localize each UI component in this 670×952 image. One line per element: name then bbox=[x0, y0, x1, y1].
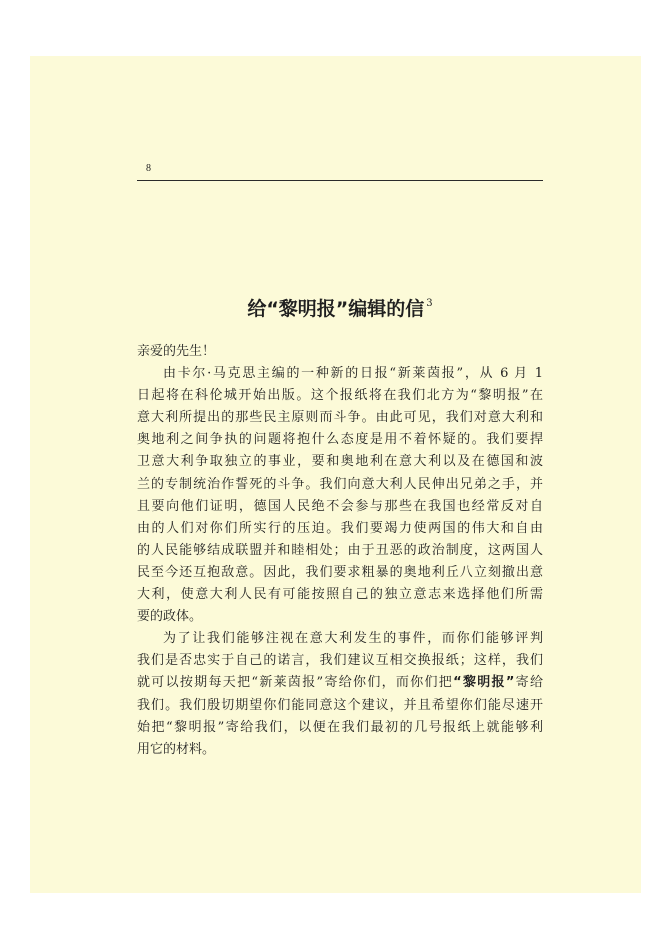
letter-title bbox=[137, 296, 543, 322]
body-line: 要的政体。 bbox=[137, 609, 203, 625]
body-line: 我们。我们殷切期望你们能同意这个建议，并且希望你们能尽速开 bbox=[137, 697, 543, 713]
paragraph bbox=[137, 363, 543, 628]
body-line: 民至今还互抱敌意。因此，我们要求粗暴的奥地利丘八立刻撤出意 bbox=[137, 564, 543, 580]
paragraph bbox=[137, 628, 543, 761]
body-line: 为了让我们能够注视在意大利发生的事件，而你们能够评判 bbox=[163, 631, 543, 647]
header-rule bbox=[137, 180, 543, 181]
body-line: 用它的材料。 bbox=[137, 741, 216, 757]
letter-title-text: 给“黎明报”编辑的信 bbox=[247, 298, 425, 320]
body-line: 始把“黎明报”寄给我们，以便在我们最初的几号报纸上就能够利 bbox=[137, 719, 543, 735]
salutation: 亲爱的先生！ bbox=[137, 344, 216, 359]
page-number: 8 bbox=[146, 163, 151, 174]
body-line: 我们是否忠实于自己的诺言，我们建议互相交换报纸；这样，我们 bbox=[137, 653, 543, 669]
body-line: 且要向他们证明，德国人民绝不会参与那些在我国也经常反对自 bbox=[137, 498, 543, 514]
line-segment: 就可以按期每天把“新莱茵报”寄给你们，而你们把 bbox=[137, 675, 454, 691]
body-line: 由卡尔·马克思主编的一种新的日报“新莱茵报”，从 6 月 1 bbox=[163, 366, 543, 382]
footnote-marker: 3 bbox=[426, 298, 433, 309]
body-line bbox=[137, 672, 543, 694]
body-line: 兰的专制统治作誓死的斗争。我们向意大利人民伸出兄弟之手，并 bbox=[137, 476, 543, 492]
letter-body bbox=[137, 341, 543, 761]
body-line: 大利，使意大利人民有可能按照自己的独立意志来选择他们所需 bbox=[137, 587, 543, 603]
body-line: 卫意大利争取独立的事业，要和奥地利在意大利以及在德国和波 bbox=[137, 454, 543, 470]
body-line: 意大利所提出的那些民主原则而斗争。由此可见，我们对意大利和 bbox=[137, 410, 543, 426]
body-line: 日起将在科伦城开始出版。这个报纸将在我们北方为“黎明报”在 bbox=[137, 388, 543, 404]
body-line: 奥地利之间争执的问题将抱什么态度是用不着怀疑的。我们要捍 bbox=[137, 432, 543, 448]
bold-newspaper-name: “黎明报” bbox=[453, 675, 515, 691]
body-line: 的人民能够结成联盟并和睦相处；由于丑恶的政治制度，这两国人 bbox=[137, 542, 543, 558]
line-segment: 寄给 bbox=[514, 675, 543, 691]
body-line: 由的人们对你们所实行的压迫。我们要竭力使两国的伟大和自由 bbox=[137, 520, 543, 536]
